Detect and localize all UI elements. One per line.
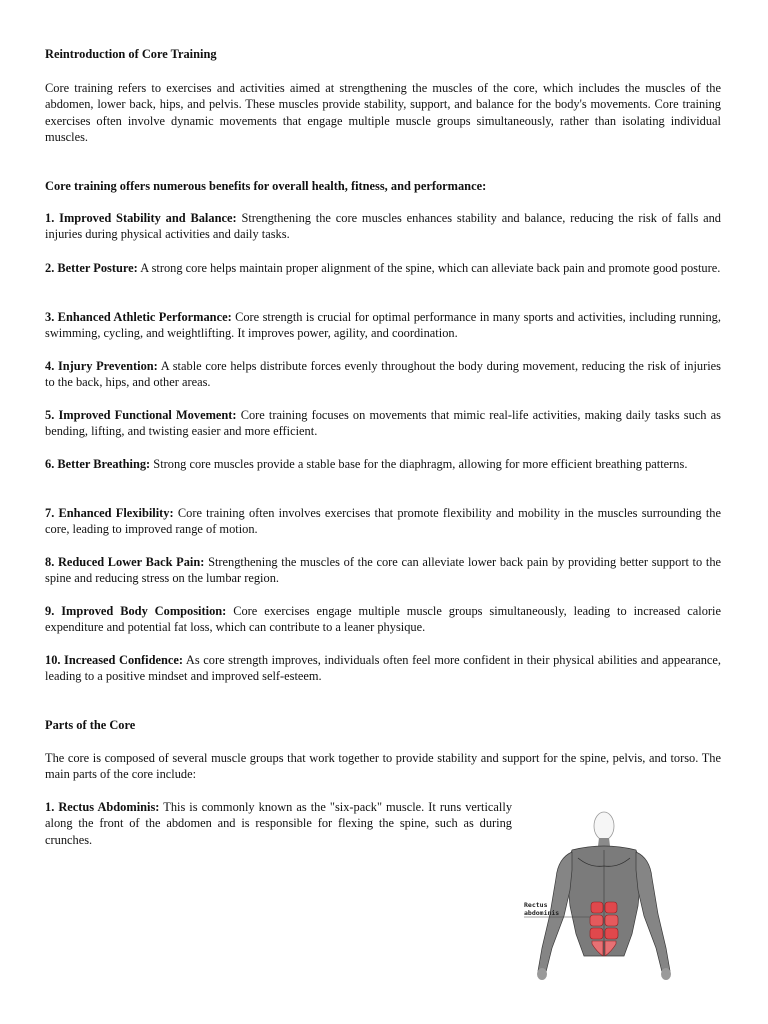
benefit-label: 9. Improved Body Composition: [45, 604, 227, 618]
benefit-text: Core strength is crucial for optimal performance in many sports and activities, including running, swimming, cycling, and weightlifting. It improves power, agility, and coordination. [45, 310, 721, 341]
benefit-text: Strengthening the muscles of the core can alleviate lower back pain by providing better support to the spine and reducing stress on the lumbar region. [45, 555, 722, 586]
benefit-item [45, 603, 721, 636]
benefit-text: A stable core helps distribute forces evenly throughout the body during movement, reducing the risk of injuries to the back, hips, and other areas. [45, 359, 721, 390]
part-label: 1. Rectus Abdominis: [45, 800, 160, 814]
benefit-label: 1. Improved Stability and Balance: [45, 211, 237, 225]
right-arm [636, 852, 670, 972]
benefit-label: 4. Injury Prevention: [45, 359, 158, 373]
benefit-label: 7. Enhanced Flexibility: [45, 506, 174, 520]
benefit-item [45, 554, 721, 587]
benefit-label: 8. Reduced Lower Back Pain: [45, 555, 205, 569]
parts-heading: Parts of the Core [45, 718, 136, 732]
figure-label-line2: abdominis [524, 909, 560, 917]
neck [598, 838, 610, 846]
anatomy-illustration [520, 806, 695, 981]
part-item [45, 799, 512, 848]
right-hand [661, 968, 671, 980]
parts-intro: The core is composed of several muscle groups that work together to provide stability and support for the spine, pelvis, and torso. The main parts of the core include: [45, 751, 721, 782]
benefit-text: As core strength improves, individuals often feel more confident in their physical abilities and appearance, leading to a positive mindset and improved self-esteem. [45, 653, 721, 684]
benefit-item [45, 407, 721, 440]
benefit-label: 3. Enhanced Athletic Performance: [45, 310, 232, 324]
benefit-item [45, 309, 721, 342]
benefit-label: 6. Better Breathing: [45, 457, 151, 471]
benefit-text: Strong core muscles provide a stable base for the diaphragm, allowing for more efficient breathing patterns. [153, 457, 688, 471]
benefit-item [45, 505, 721, 538]
left-hand [537, 968, 547, 980]
benefit-label: 10. Increased Confidence: [45, 653, 184, 667]
benefit-label: 5. Improved Functional Movement: [45, 408, 237, 422]
head-outline [594, 812, 614, 840]
benefit-item [45, 210, 721, 243]
benefit-text: A strong core helps maintain proper alignment of the spine, which can alleviate back pain and promote good posture. [140, 261, 721, 275]
benefit-text: Core training focuses on movements that mimic real-life activities, making daily tasks such as bending, lifting, and twisting easier and more efficient. [45, 408, 721, 439]
intro-paragraph: Core training refers to exercises and activities aimed at strengthening the muscles of the core, which includes the muscles of the abdomen, lower back, hips, and pelvis. These muscles provide stability, support, and balance for the body's movements. Core training exercises often involve dynamic movements that engage multiple muscle groups simultaneously, rather than isolating individual muscles. [45, 81, 721, 144]
benefit-item [45, 652, 721, 685]
figure-label-line1: Rectus [524, 901, 548, 909]
benefit-text: Core exercises engage multiple muscle groups simultaneously, leading to increased calorie expenditure and potential fat loss, which can contribute to a leaner physique. [45, 604, 721, 635]
benefit-text: Strengthening the core muscles enhances stability and balance, reducing the risk of falls and injuries during physical activities and daily tasks. [45, 211, 721, 242]
benefit-item [45, 260, 721, 276]
benefit-text: Core training often involves exercises that promote flexibility and mobility in the muscles surrounding the core, leading to improved range of motion. [45, 506, 721, 537]
benefit-item [45, 456, 721, 472]
benefit-label: 2. Better Posture: [45, 261, 138, 275]
part-text: This is commonly known as the "six-pack" muscle. It runs vertically along the front of the abdomen and is responsible for flexing the spine, such as during crunches. [45, 800, 513, 847]
benefits-heading: Core training offers numerous benefits for overall health, fitness, and performance: [45, 179, 487, 193]
rectus-abdominis-figure [520, 806, 695, 981]
benefit-item [45, 358, 721, 391]
document-title: Reintroduction of Core Training [45, 47, 217, 61]
